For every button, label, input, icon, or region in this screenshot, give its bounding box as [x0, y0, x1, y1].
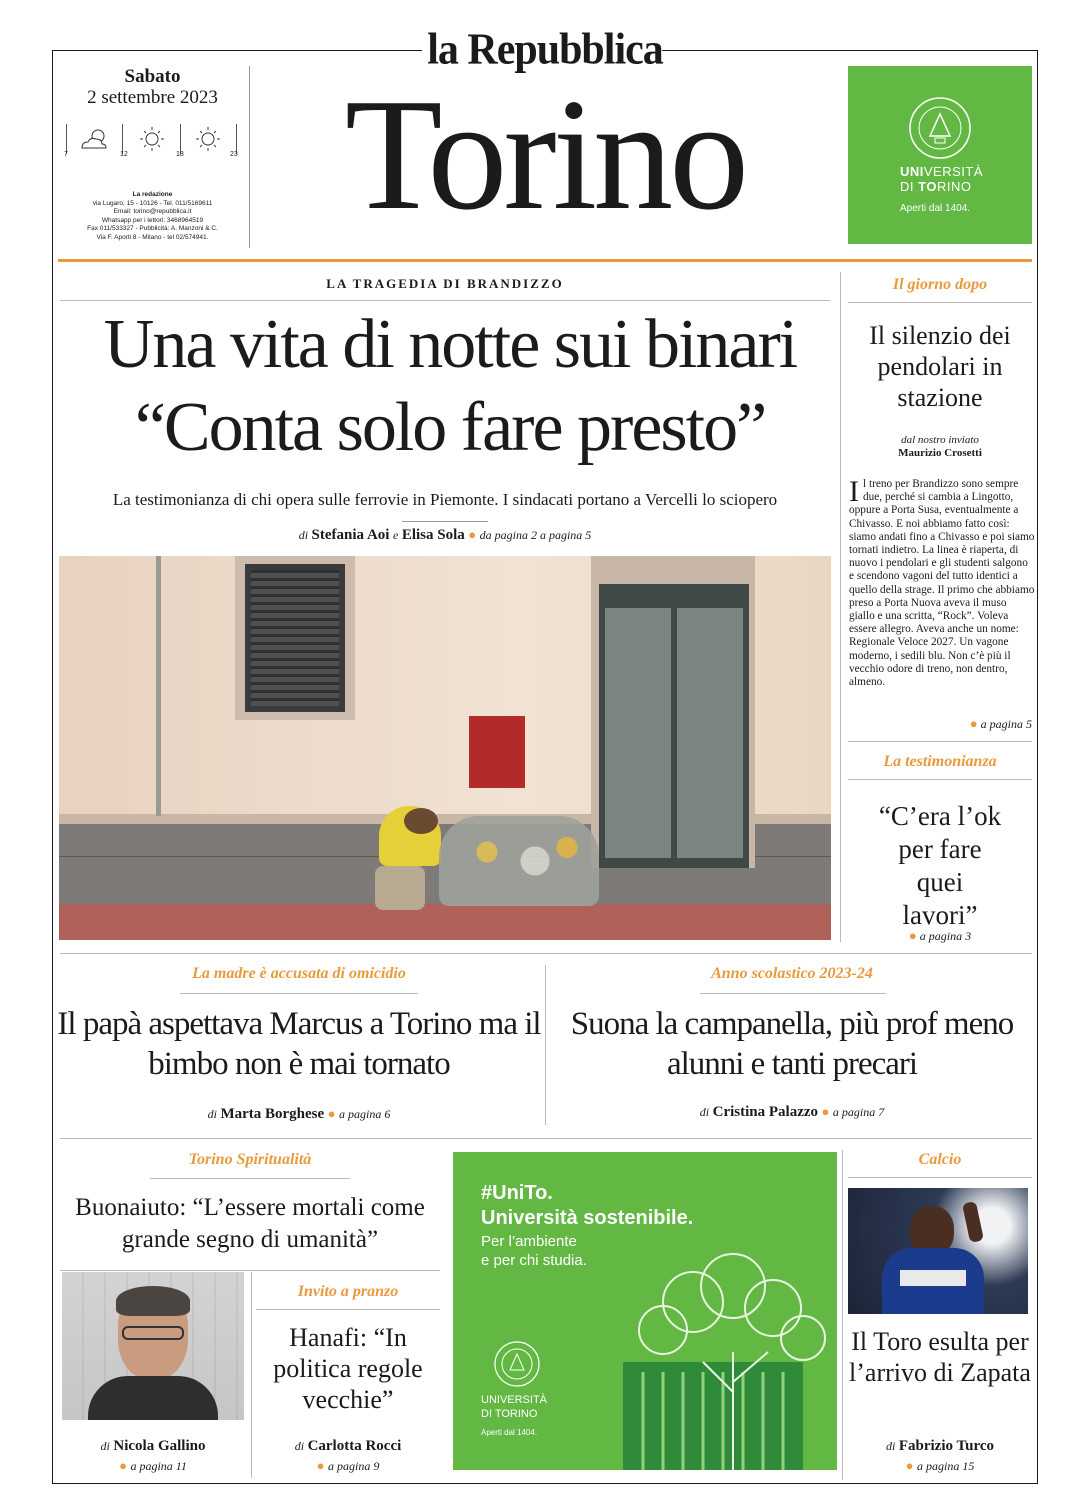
rule	[840, 272, 841, 942]
rule	[842, 1150, 843, 1480]
ad-mid-sub2: e per chi studia.	[481, 1252, 587, 1269]
sidebar-page: ● a pagina 5	[969, 716, 1032, 731]
sidebar-kicker2: La testimonianza	[883, 753, 997, 770]
rule	[180, 993, 418, 994]
rule	[60, 300, 830, 301]
lead-headline[interactable]: Una vita di notte sui binari	[103, 306, 797, 383]
sidebar-kicker: Il giorno dopo	[892, 276, 988, 293]
weather-temp: 7	[64, 151, 68, 158]
rule	[402, 521, 488, 522]
unito-ad-top[interactable]	[848, 66, 1032, 244]
redazione-line: Fax 011/533327 - Pubblicità: A. Manzoni & C.	[87, 225, 218, 232]
ad-mid-tagline: Aperti dal 1404.	[481, 1428, 538, 1437]
redazione-line: via Lugaro, 15 - 10126 - Tel. 011/5169611	[92, 199, 213, 207]
rule	[848, 779, 1032, 780]
lunch-byline: di Carlotta Rocci	[294, 1438, 402, 1454]
rule	[150, 1178, 350, 1179]
masthead-divider	[249, 66, 250, 248]
story-left-kicker: La madre è accusata di omicidio	[192, 965, 406, 982]
sidebar-headline2[interactable]: “C’era l’ok per fare quei lavori”	[878, 801, 1002, 930]
sidebar-from: dal nostro inviato	[901, 434, 979, 446]
calcio-headline[interactable]: Il Toro esulta per l’arrivo di Zapata	[849, 1327, 1031, 1387]
story-right-kicker: Anno scolastico 2023-24	[711, 965, 873, 982]
sun-icon	[192, 126, 224, 152]
spirit-kicker: Torino Spiritualità	[188, 1151, 312, 1168]
lunch-page: ● a pagina 9	[316, 1458, 380, 1473]
weather-temp: 18	[176, 151, 184, 158]
rule	[251, 1272, 252, 1478]
lunch-kicker: Invito a pranzo	[297, 1283, 399, 1300]
redazione-line: Whatsapp per i lettori: 3468964519	[101, 216, 204, 224]
spirit-page: ● a pagina 11	[119, 1458, 187, 1473]
ad-tagline: Aperti dal 1404.	[900, 203, 971, 214]
ad-mid-title1: #UniTo.	[481, 1182, 553, 1204]
lead-summary: La testimonianza di chi opera sulle ferrovie in Piemonte. I sindacati portano a Vercelli lo sciopero	[112, 490, 778, 509]
rule	[60, 1138, 1032, 1139]
rule	[256, 1309, 440, 1310]
zapata-photo[interactable]	[848, 1188, 1028, 1314]
rule	[60, 1270, 440, 1271]
sidebar-page2: ● a pagina 3	[908, 928, 972, 943]
story-left-headline[interactable]: Il papà aspettava Marcus a Torino ma il bimbo non è mai tornato	[57, 1006, 541, 1082]
redazione-line: Via F. Aporti 8 - Milano - tel 02/574941.	[96, 233, 209, 241]
section-divider	[58, 259, 1032, 262]
frame-right	[1037, 50, 1038, 1484]
ad-mid-title2: Università sostenibile.	[481, 1207, 694, 1229]
masthead-day: Sabato	[124, 66, 181, 87]
frame-top-right	[662, 50, 1038, 51]
spirit-byline: di Nicola Gallino	[100, 1438, 206, 1454]
weather-temp: 23	[230, 151, 238, 158]
ad-mid-logo1: UNIVERSITÀ	[481, 1394, 548, 1406]
building-tree-illustration	[603, 1242, 837, 1470]
sidebar-body	[849, 475, 1035, 689]
brand-logo: la Repubblica	[427, 25, 663, 75]
story-right-headline[interactable]: Suona la campanella, più prof meno alunni e tanti precari	[570, 1006, 1014, 1082]
ad-mid-logo2: DI TORINO	[481, 1408, 538, 1420]
masthead-date: 2 settembre 2023	[87, 87, 218, 108]
redazione-box	[60, 191, 245, 242]
lead-headline-quote[interactable]: “Conta solo fare presto”	[134, 389, 766, 466]
dropcap: I	[849, 475, 859, 508]
lead-byline: di Stefania Aoi e Elisa Sola ● da pagina 2 a pagina 5	[298, 527, 592, 543]
rule	[60, 953, 1032, 954]
ad-line2: DI TORINO	[900, 179, 972, 194]
ad-line1: UNIVERSITÀ	[900, 164, 984, 179]
lead-kicker: LA TRAGEDIA DI BRANDIZZO	[326, 276, 564, 291]
redazione-title: La redazione	[132, 191, 173, 198]
frame-top-left	[52, 50, 422, 51]
university-seal-icon	[908, 96, 972, 160]
unito-ad-sustainable[interactable]	[453, 1152, 837, 1470]
story-left-byline: di Marta Borghese ● a pagina 6	[207, 1106, 391, 1122]
rule	[848, 741, 1032, 742]
spirit-headline[interactable]: Buonaiuto: “L’essere mortali come grande segno di umanità”	[75, 1194, 425, 1253]
ad-mid-sub1: Per l’ambiente	[481, 1233, 577, 1250]
redazione-line: Email: torino@repubblica.it	[113, 208, 192, 215]
cloudy-sun-icon	[78, 126, 114, 152]
frame-bottom	[52, 1483, 1038, 1484]
nicola-gallino-photo[interactable]	[62, 1272, 244, 1420]
lead-photo[interactable]	[59, 556, 831, 940]
rule	[848, 1177, 1032, 1178]
calcio-byline: di Fabrizio Turco	[886, 1438, 994, 1454]
university-seal-icon	[493, 1340, 541, 1388]
weather-temp: 12	[120, 151, 128, 158]
sidebar-headline[interactable]: Il silenzio dei pendolari in stazione	[869, 321, 1011, 412]
sun-icon	[136, 126, 168, 152]
weather-strip	[62, 124, 242, 160]
story-right-byline: di Cristina Palazzo ● a pagina 7	[699, 1104, 885, 1120]
edition-title: Torino	[344, 65, 746, 243]
frame-left	[52, 50, 53, 1484]
rule	[700, 993, 886, 994]
lunch-headline[interactable]: Hanafi: “In politica regole vecchie”	[273, 1323, 423, 1414]
calcio-kicker: Calcio	[918, 1151, 962, 1168]
sidebar-text: l treno per Brandizzo sono sempre due, perché si cambia a Lingotto, oppure a Porta Susa, eventualmente a Chivasso. E noi abbiamo fatto così: siamo andati fino a Chivasso e poi siamo tornati indietro. La linea è riaperta, di nuovo i pendolari e gli studenti salgono e scendono vagoni del tutto identici a quello della strage. Il primo che abbiamo preso a Porta Nuova aveva il muso giallo e una scritta, “Rock”. Voleva essere allegro. Aveva anche un nome: Regionale Veloce 2027. Un vagone moderno, i sedili blu. Non c’è più il vecchio odore di treno, non dentro, almeno.	[849, 478, 1035, 689]
calcio-page: ● a pagina 15	[905, 1458, 975, 1473]
sidebar-author: Maurizio Crosetti	[898, 447, 982, 459]
rule	[545, 965, 546, 1125]
rule	[848, 302, 1032, 303]
